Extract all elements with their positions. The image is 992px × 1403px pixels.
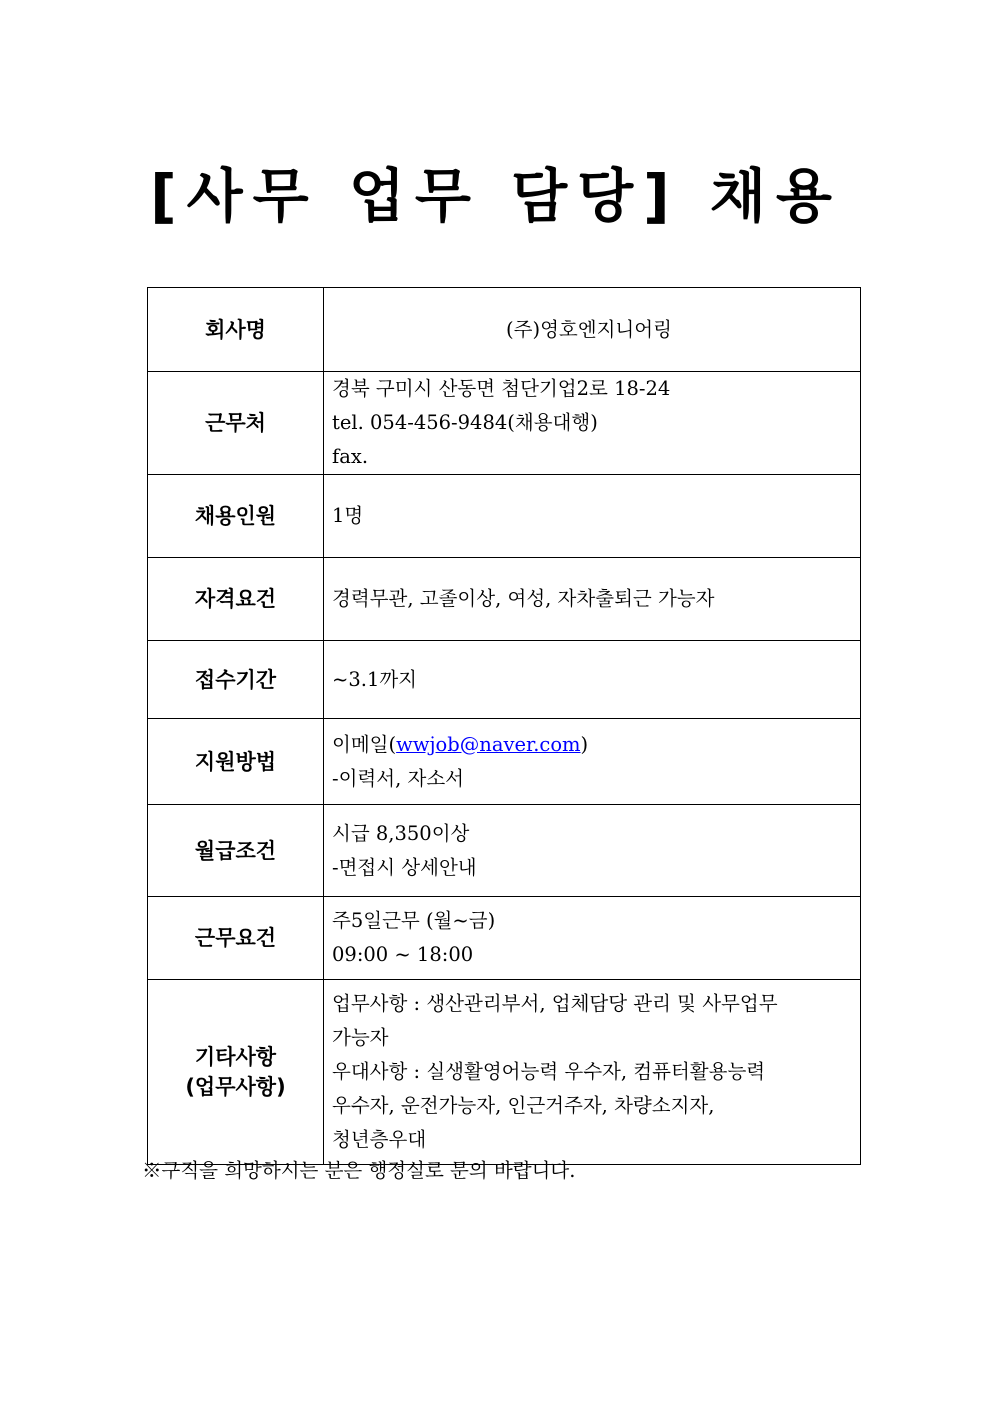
- table-row: [148, 980, 861, 1165]
- table-row: [148, 805, 861, 897]
- footnote: ※구직을 희망하시는 분은 행정실로 문의 바랍니다.: [142, 1159, 576, 1182]
- table-row: [148, 475, 861, 558]
- qualifications-value: 경력무관, 고졸이상, 여성, 자차출퇴근 가능자: [324, 558, 861, 641]
- salary-hourly: 시급 8,350이상: [332, 821, 470, 845]
- method-email-suffix: ): [580, 732, 589, 756]
- headcount-value: 1명: [324, 475, 861, 558]
- salary-value: [324, 805, 861, 897]
- method-email-prefix: 이메일(: [332, 732, 397, 756]
- hours-value: [324, 897, 861, 980]
- qualifications-label: 자격요건: [148, 558, 324, 641]
- company-value: (주)영호엔지니어링: [324, 288, 861, 372]
- workplace-value: [324, 372, 861, 475]
- table-row: [148, 719, 861, 805]
- method-value: [324, 719, 861, 805]
- other-value: [324, 980, 861, 1165]
- workplace-address: 경북 구미시 산동면 첨단기업2로 18-24: [332, 377, 671, 400]
- workplace-label: 근무처: [148, 372, 324, 475]
- other-label-sub: (업무사항): [185, 1075, 286, 1099]
- email-link[interactable]: wwjob@naver.com: [396, 732, 581, 756]
- method-label: 지원방법: [148, 719, 324, 805]
- table-row: [148, 288, 861, 372]
- table-row: [148, 897, 861, 980]
- hours-time: 09:00 ~ 18:00: [332, 943, 474, 966]
- headcount-label: 채용인원: [148, 475, 324, 558]
- table-row: [148, 558, 861, 641]
- other-duties: 업무사항 : 생산관리부서, 업체담당 관리 및 사무업무: [332, 992, 778, 1015]
- other-preferred-end: 청년층우대: [332, 1128, 427, 1151]
- salary-label: 월급조건: [148, 805, 324, 897]
- workplace-tel: tel. 054-456-9484(채용대행): [332, 411, 598, 434]
- other-preferred: 우대사항 : 실생활영어능력 우수자, 컴퓨터활용능력: [332, 1060, 766, 1083]
- period-value: ~3.1까지: [324, 641, 861, 719]
- other-label: [148, 980, 324, 1165]
- hours-label: 근무요건: [148, 897, 324, 980]
- salary-note: -면접시 상세안내: [332, 855, 477, 879]
- page-title: [사무 업무 담당] 채용: [150, 162, 842, 230]
- method-email-line: [332, 728, 854, 762]
- method-documents: -이력서, 자소서: [332, 766, 465, 790]
- hours-days: 주5일근무 (월~금): [332, 909, 496, 932]
- workplace-fax: fax.: [332, 445, 369, 468]
- other-duties-cont: 가능자: [332, 1026, 389, 1049]
- job-posting-table: [147, 287, 861, 1165]
- other-label-main: 기타사항: [194, 1045, 277, 1069]
- table-row: [148, 372, 861, 475]
- company-label: 회사명: [148, 288, 324, 372]
- period-label: 접수기간: [148, 641, 324, 719]
- table-row: [148, 641, 861, 719]
- other-preferred-cont: 우수자, 운전가능자, 인근거주자, 차량소지자,: [332, 1094, 715, 1117]
